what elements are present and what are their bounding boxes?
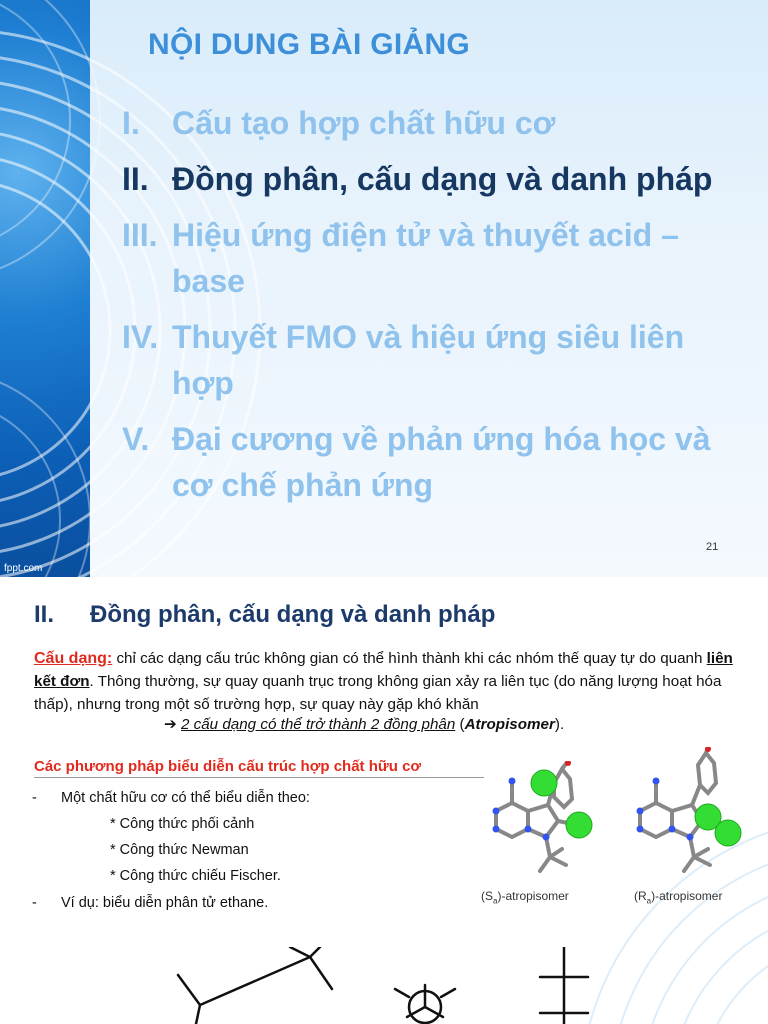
definition-text-1: chỉ các dạng cấu trúc không gian có thể hình thành khi các nhóm thế quay tự do quanh xyxy=(112,650,707,667)
slide-title: NỘI DUNG BÀI GIẢNG xyxy=(148,28,471,61)
conclusion-paren-open: ( xyxy=(455,716,465,733)
sub-item-fischer: * Công thức chiếu Fischer. xyxy=(110,868,281,884)
arrow-icon: ➔ xyxy=(164,716,177,733)
toc-item-4 xyxy=(122,314,742,406)
molecule-s-atropisomer xyxy=(478,761,606,887)
bullet-text: Một chất hữu cơ có thể biểu diễn theo: xyxy=(61,790,310,806)
molecule-label-s xyxy=(481,889,569,905)
methods-title: Các phương pháp biểu diễn cấu trúc hợp chất hữu cơ xyxy=(34,758,422,775)
toc-item-number: IV. xyxy=(122,319,159,355)
sub-item-perspective: * Công thức phối cảnh xyxy=(110,816,255,832)
table-of-contents xyxy=(122,100,742,518)
definition-text-2: . Thông thường, sự quay quanh trục trong không gian xảy ra liên tục (do năng lượng hoạt hóa thấp), nhưng trong một số trường hợp, sự quay này gặp khó khăn xyxy=(34,673,722,713)
single-bond-term: liên kết đơn xyxy=(34,650,733,690)
toc-item-text: Đồng phân, cấu dạng và danh pháp xyxy=(172,161,713,197)
label-subscript: a xyxy=(646,896,652,906)
toc-item-5 xyxy=(122,416,742,508)
section-number: II. xyxy=(34,601,55,628)
toc-item-3 xyxy=(122,212,742,304)
ethane-representations xyxy=(160,947,760,1024)
bullet-dash: - xyxy=(32,790,37,806)
toc-item-number: III. xyxy=(122,217,158,253)
label-suffix: )-atropisomer xyxy=(651,889,723,903)
divider xyxy=(34,777,484,778)
fischer-projection xyxy=(540,947,588,1024)
definition-term: Cấu dạng: xyxy=(34,650,113,667)
sawhorse-projection xyxy=(178,947,332,1024)
toc-item-number: I. xyxy=(122,105,140,141)
toc-item-1 xyxy=(122,100,742,146)
toc-item-text: Thuyết FMO và hiệu ứng siêu liên hợp xyxy=(172,319,685,401)
label-prefix: (R xyxy=(634,889,647,903)
toc-item-text: Cấu tạo hợp chất hữu cơ xyxy=(172,105,556,141)
conclusion-paren-close: ). xyxy=(554,716,565,733)
toc-item-number: II. xyxy=(122,161,149,197)
page-number: 21 xyxy=(706,541,719,553)
label-prefix: (S xyxy=(481,889,493,903)
bullet-dash: - xyxy=(32,895,37,911)
atropisomer-term: Atropisomer xyxy=(464,716,555,733)
definition-paragraph xyxy=(34,647,749,716)
molecule-r-atropisomer xyxy=(628,747,756,887)
bullet-item xyxy=(32,890,268,916)
watermark: fppt.com xyxy=(4,563,43,574)
slide-conformation xyxy=(0,577,768,1024)
section-title: Đồng phân, cấu dạng và danh pháp xyxy=(90,601,496,628)
toc-item-text: Hiệu ứng điện tử và thuyết acid – base xyxy=(172,217,679,299)
label-suffix: )-atropisomer xyxy=(497,889,569,903)
toc-item-text: Đại cương về phản ứng hóa học và cơ chế phản ứng xyxy=(172,421,711,503)
section-heading xyxy=(34,601,495,629)
newman-projection xyxy=(395,985,455,1023)
toc-item-number: V. xyxy=(122,421,150,457)
bullet-item xyxy=(32,785,310,811)
molecule-label-r xyxy=(634,889,722,905)
conclusion-text: 2 cấu dạng có thể trở thành 2 đồng phân xyxy=(180,716,456,733)
label-subscript: a xyxy=(493,896,498,906)
conclusion-line xyxy=(164,715,564,733)
bullet-text: Ví dụ: biểu diễn phân tử ethane. xyxy=(61,895,269,911)
sub-item-newman: * Công thức Newman xyxy=(110,842,249,858)
toc-item-2 xyxy=(122,156,742,202)
